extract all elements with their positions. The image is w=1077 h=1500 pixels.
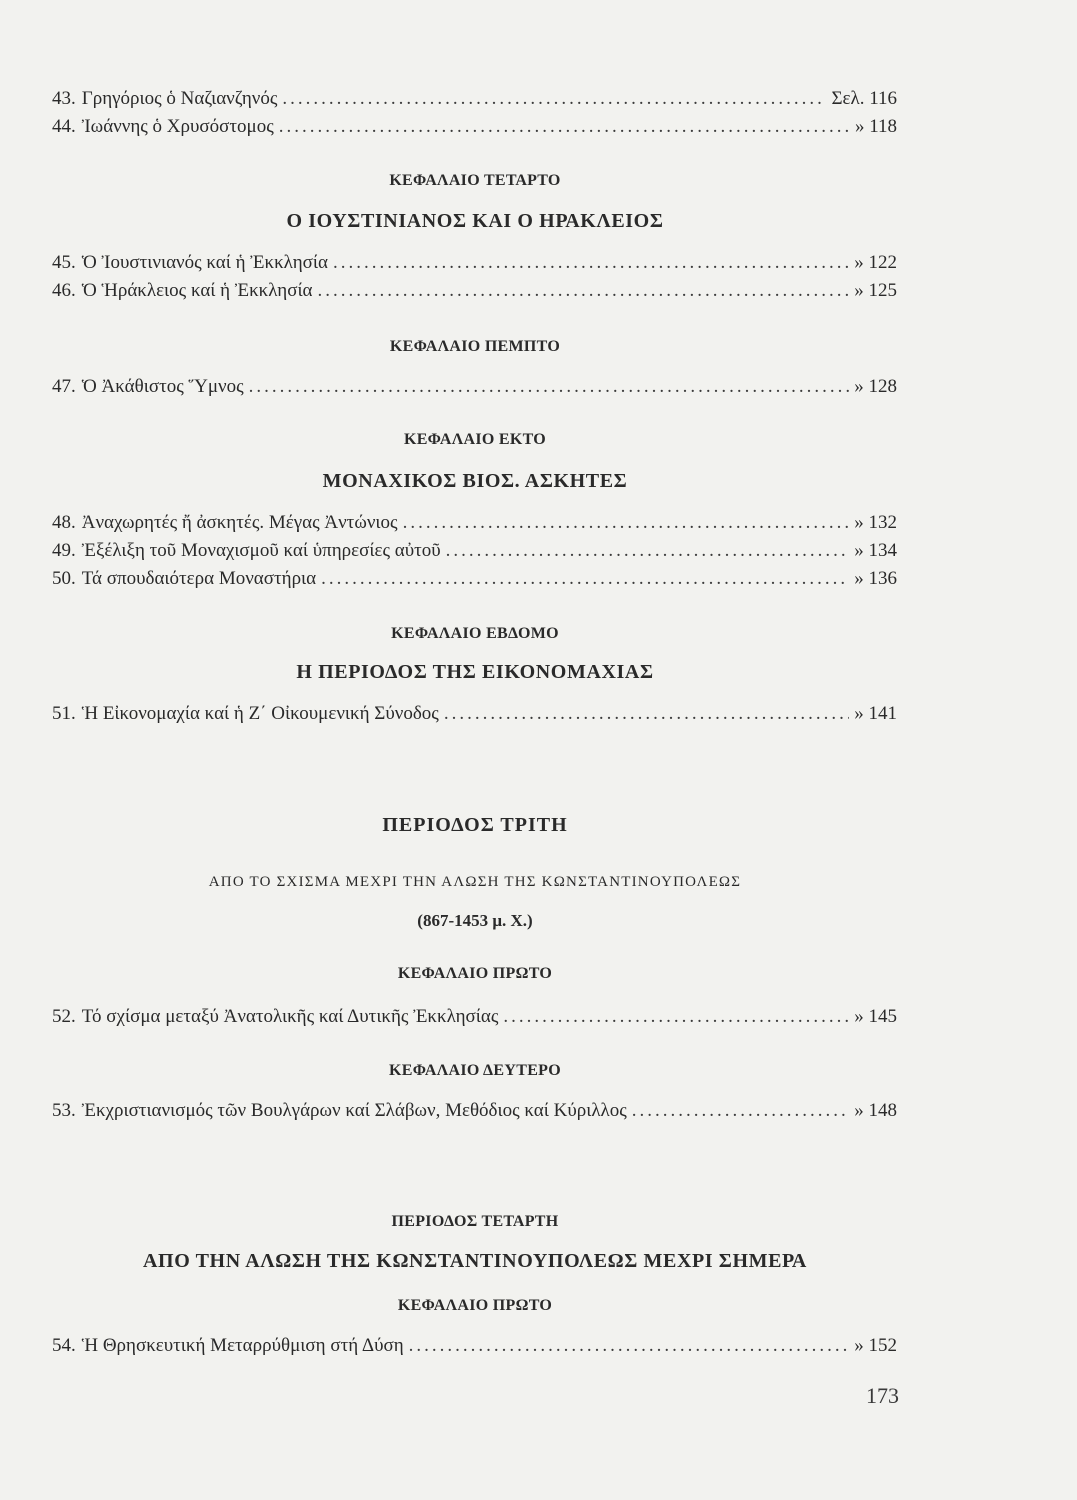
entry-number: 48. [52,512,76,533]
entry-title: Γρηγόριος ὁ Ναζιανζηνός [81,88,278,109]
chapter-heading: ΚΕΦΑΛΑΙΟ ΠΕΜΠΤΟ [389,338,561,355]
entry-number: 54. [52,1335,76,1356]
entry-number: 51. [52,703,76,724]
entry-title: Ὁ Ἀκάθιστος Ὕμνος [81,376,244,397]
entry-page: » 132 [854,512,897,533]
entry-page: Σελ. 116 [831,88,897,109]
entry-number: 52. [52,1006,76,1027]
chapter-title: ΜΟΝΑΧΙΚΟΣ ΒΙΟΣ. ΑΣΚΗΤΕΣ [322,470,628,492]
entry-page: » 125 [854,280,897,301]
entry-title: Τά σπουδαιότερα Μοναστήρια [81,568,317,589]
entry-page: » 141 [854,703,897,724]
entry-number: 49. [52,540,76,561]
entry-page: » 136 [854,568,897,589]
entry-page: » 134 [854,540,897,561]
entry-title: Ὁ Ἰουστινιανός καί ἡ Ἐκκλησία [81,252,328,273]
entry-title: Ἀναχωρητές ἤ ἀσκητές. Μέγας Ἀντώνιος [81,512,398,533]
toc-entry [52,252,897,278]
entry-number: 43. [52,88,76,109]
dot-leader [249,376,850,398]
toc-entry [52,512,897,538]
chapter-title: Ο ΙΟΥΣΤΙΝΙΑΝΟΣ ΚΑΙ Ο ΗΡΑΚΛΕΙΟΣ [286,210,664,232]
dot-leader [321,568,849,590]
entry-page: » 122 [854,252,897,273]
dot-leader [632,1100,849,1122]
entry-number: 46. [52,280,76,301]
entry-page: » 128 [854,376,897,397]
dot-leader [403,512,850,534]
toc-entry [52,116,897,142]
chapter-heading: ΚΕΦΑΛΑΙΟ ΤΕΤΑΡΤΟ [389,172,561,189]
entry-number: 53. [52,1100,76,1121]
dot-leader [444,703,849,725]
entry-number: 47. [52,376,76,397]
entry-title: Ὁ Ἡράκλειος καί ἡ Ἐκκλησία [81,280,313,301]
entry-page: » 118 [854,116,897,137]
entry-title: Ἡ Θρησκευτική Μεταρρύθμιση στή Δύση [81,1335,404,1356]
dot-leader [318,280,850,302]
period-title: ΑΠΟ ΤΗΝ ΑΛΩΣΗ ΤΗΣ ΚΩΝΣΤΑΝΤΙΝΟΥΠΟΛΕΩΣ ΜΕΧΡΙ ΣΗΜΕΡΑ [143,1250,807,1272]
entry-page: » 148 [854,1100,897,1121]
toc-entry [52,540,897,566]
entry-title: Τό σχίσμα μεταξύ Ἀνατολικῆς καί Δυτικῆς Ἐκκλησίας [81,1006,499,1027]
entry-title: Ἐξέλιξη τοῦ Μοναχισμοῦ καί ὑπηρεσίες αὐτοῦ [81,540,441,561]
page-number: 173 [866,1383,899,1408]
entry-page: » 145 [854,1006,897,1027]
toc-entry [52,568,897,594]
dot-leader [333,252,849,274]
toc-entry [52,703,897,729]
entry-number: 45. [52,252,76,273]
toc-entry [52,376,897,402]
chapter-heading: ΚΕΦΑΛΑΙΟ ΠΡΩΤΟ [397,1297,553,1314]
chapter-heading: ΚΕΦΑΛΑΙΟ ΕΚΤΟ [403,431,547,448]
dot-leader [446,540,850,562]
chapter-heading: ΚΕΦΑΛΑΙΟ ΠΡΩΤΟ [397,965,553,982]
toc-entry [52,1335,897,1361]
entry-title: Ἰωάννης ὁ Χρυσόστομος [81,116,274,137]
chapter-title: Η ΠΕΡΙΟΔΟΣ ΤΗΣ ΕΙΚΟΝΟΜΑΧΙΑΣ [296,661,654,683]
toc-entry [52,1006,897,1032]
entry-number: 44. [52,116,76,137]
entry-title: Ἡ Εἰκονομαχία καί ἡ Ζ΄ Οἰκουμενική Σύνοδος [81,703,439,724]
toc-entry [52,280,897,306]
chapter-heading: ΚΕΦΑΛΑΙΟ ΔΕΥΤΕΡΟ [389,1062,561,1079]
toc-entry [52,1100,897,1126]
dot-leader [503,1006,849,1028]
entry-number: 50. [52,568,76,589]
period-heading: ΠΕΡΙΟΔΟΣ ΤΡΙΤΗ [382,814,568,836]
period-dates: (867-1453 μ. Χ.) [417,911,533,930]
period-subtitle: ΑΠΟ ΤΟ ΣΧΙΣΜΑ ΜΕΧΡΙ ΤΗΝ ΑΛΩΣΗ ΤΗΣ ΚΩΝΣΤΑΝΤΙΝΟΥΠΟΛΕΩΣ [208,874,742,890]
chapter-heading: ΚΕΦΑΛΑΙΟ ΕΒΔΟΜΟ [391,625,559,642]
period-heading: ΠΕΡΙΟΔΟΣ ΤΕΤΑΡΤΗ [391,1213,559,1230]
toc-entry [52,88,897,114]
entry-title: Ἐκχριστιανισμός τῶν Βουλγάρων καί Σλάβων, Μεθόδιος καί Κύριλλος [81,1100,627,1121]
entry-page: » 152 [854,1335,897,1356]
dot-leader [279,116,850,138]
dot-leader [282,88,826,110]
dot-leader [409,1335,850,1357]
